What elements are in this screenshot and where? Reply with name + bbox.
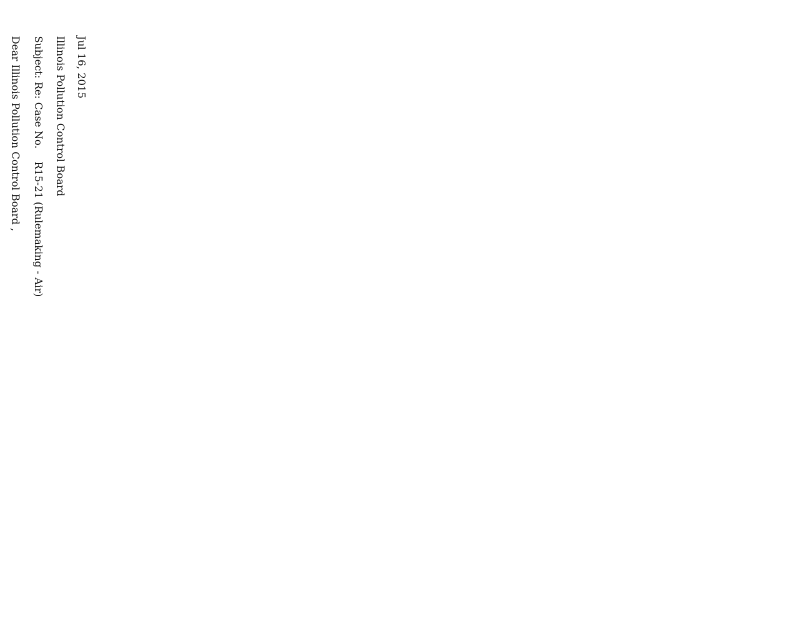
letter-subject: Subject: Re: Case No. R15-21 (Rulemaking - Air) [31,36,43,297]
letter-recipient: Illinois Pollution Control Board [53,36,65,197]
letter-salutation: Dear Illinois Pollution Control Board , [9,36,21,232]
letter-date: Jul 16, 2015 [75,36,86,99]
letter-body [0,36,86,556]
